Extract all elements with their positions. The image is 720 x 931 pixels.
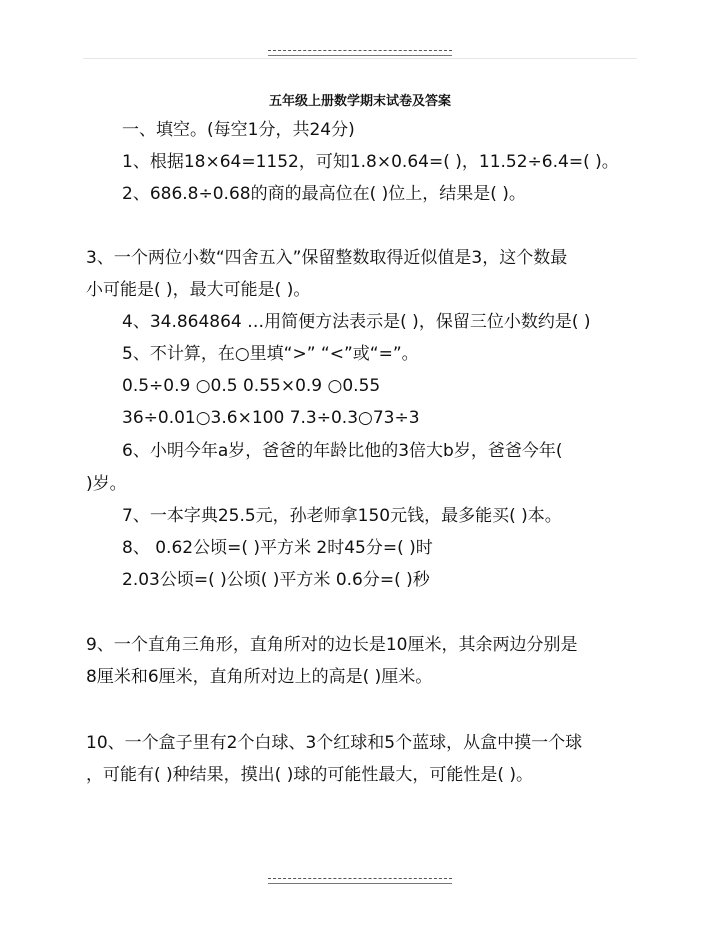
question-2: 2、686.8÷0.68的商的最高位在( )位上，结果是( )。 — [122, 184, 526, 204]
document-title: 五年级上册数学期末试卷及答案 — [268, 94, 451, 109]
question-7: 7、一本字典25.5元，孙老师拿150元钱，最多能买( )本。 — [122, 506, 562, 526]
question-10-line-1: 10、一个盒子里有2个白球、3个红球和5个蓝球，从盒中摸一个球 — [86, 733, 583, 753]
question-8-line-1: 8、 0.62公顷=( )平方米 2时45分=( )时 — [122, 538, 433, 558]
question-3-line-1: 3、一个两位小数“四舍五入”保留整数取得近似值是3，这个数最 — [86, 248, 568, 268]
page-top-line — [83, 58, 637, 59]
header-solid-rule — [268, 55, 452, 56]
question-1: 1、根据18×64=1152，可知1.8×0.64=( )，11.52÷6.4=( )。 — [122, 152, 619, 172]
question-10-line-2: ，可能有( )种结果，摸出( )球的可能性最大，可能性是( )。 — [86, 765, 534, 785]
section-heading: 一、填空。(每空1分，共24分) — [122, 120, 355, 140]
question-9-line-2: 8厘米和6厘米，直角所对边上的高是( )厘米。 — [86, 667, 433, 687]
question-5: 5、不计算，在○里填“>” “<”或“=”。 — [122, 344, 419, 364]
question-6-line-1: 6、小明今年a岁，爸爸的年龄比他的3倍大b岁，爸爸今年( — [122, 441, 563, 461]
question-3-line-2: 小可能是( )，最大可能是( )。 — [86, 280, 311, 300]
question-5-row-2: 36÷0.01○3.6×100 7.3÷0.3○73÷3 — [122, 408, 420, 428]
footer-dashed-rule — [268, 878, 452, 879]
footer-solid-rule — [268, 883, 452, 884]
header-dashed-rule — [268, 50, 452, 51]
question-5-row-1: 0.5÷0.9 ○0.5 0.55×0.9 ○0.55 — [122, 376, 381, 396]
question-4: 4、34.864864 …用简便方法表示是( )，保留三位小数约是( ) — [122, 312, 591, 332]
question-8-line-2: 2.03公顷=( )公顷( )平方米 0.6分=( )秒 — [122, 570, 430, 590]
question-6-line-2: )岁。 — [86, 474, 127, 494]
question-9-line-1: 9、一个直角三角形，直角所对的边长是10厘米，其余两边分别是 — [86, 635, 578, 655]
